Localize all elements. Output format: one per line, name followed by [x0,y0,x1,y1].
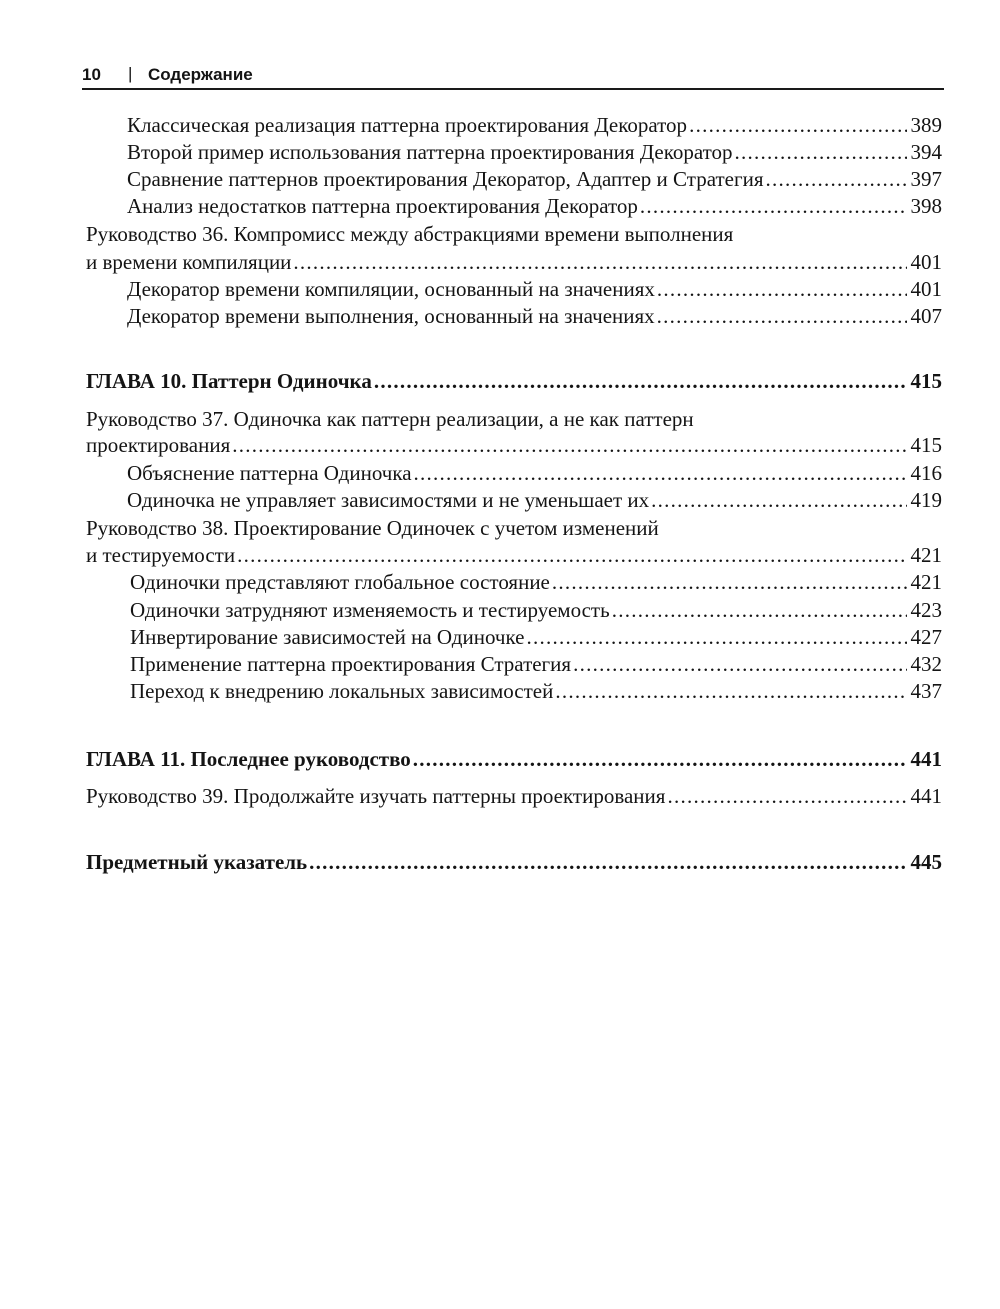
toc-entry-guide-39[interactable] [86,783,942,809]
toc-entry[interactable] [130,678,942,704]
toc-leader-dots [552,569,907,595]
toc-chapter-page: 415 [910,369,942,393]
toc-entry-page: 419 [910,488,942,512]
toc-entry-title: Классическая реализация паттерна проектирования Декоратор [127,113,688,137]
toc-entry[interactable] [127,193,942,219]
toc-entry-page: 415 [910,433,942,457]
toc-guide-38-title-line1[interactable]: Руководство 38. Проектирование Одиночек с учетом изменений [86,516,659,540]
toc-leader-dots [374,368,907,394]
toc-entry-title: и времени компиляции [86,250,292,274]
toc-entry-title: Декоратор времени компиляции, основанный на значениях [127,277,655,301]
toc-leader-dots [640,193,907,219]
toc-leader-dots [309,849,906,875]
toc-index-title: Предметный указатель [86,850,308,874]
toc-chapter-title: ГЛАВА 10. Паттерн Одиночка [86,369,372,393]
toc-entry-page: 437 [910,679,942,703]
toc-entry-guide-37[interactable] [86,432,942,458]
toc-entry-guide-36[interactable] [86,249,942,275]
toc-entry[interactable] [130,624,942,650]
toc-entry-title: Применение паттерна проектирования Стратегия [130,652,572,676]
toc-leader-dots [735,139,907,165]
toc-chapter-title: ГЛАВА 11. Последнее руководство [86,747,411,771]
toc-entry-title: и тестируемости [86,543,236,567]
toc-entry[interactable] [127,303,942,329]
toc-entry[interactable] [127,112,942,138]
toc-entry-page: 397 [910,167,942,191]
toc-leader-dots [612,597,907,623]
toc-leader-dots [573,651,906,677]
toc-entry[interactable] [130,569,942,595]
toc-entry-page: 416 [910,461,942,485]
header-separator: | [128,64,133,83]
toc-leader-dots [651,487,906,513]
toc-entry[interactable] [130,597,942,623]
toc-entry-title: Переход к внедрению локальных зависимостей [130,679,554,703]
toc-index[interactable] [86,849,942,875]
toc-entry-page: 427 [910,625,942,649]
toc-entry-page: 421 [910,543,942,567]
toc-entry-page: 389 [910,113,942,137]
toc-leader-dots [667,783,906,809]
toc-index-page: 445 [910,850,942,874]
toc-leader-dots [689,112,906,138]
toc-entry-title: Одиночки представляют глобальное состояние [130,570,550,594]
toc-entry-page: 407 [910,304,942,328]
toc-leader-dots [657,303,907,329]
toc-chapter-page: 441 [910,747,942,771]
toc-entry-guide-38[interactable] [86,542,942,568]
toc-entry[interactable] [127,276,942,302]
toc-entry[interactable] [127,460,942,486]
toc-entry-page: 398 [910,194,942,218]
toc-entry-title: Сравнение паттернов проектирования Декоратор, Адаптер и Стратегия [127,167,764,191]
toc-entry-title: Анализ недостатков паттерна проектирования Декоратор [127,194,638,218]
toc-entry-page: 401 [910,250,942,274]
header-section-title: Содержание [148,65,253,84]
toc-leader-dots [527,624,907,650]
toc-entry-title: Одиночка не управляет зависимостями и не уменьшает их [127,488,650,512]
toc-guide-37-title-line1[interactable]: Руководство 37. Одиночка как паттерн реализации, а не как паттерн [86,407,694,431]
toc-leader-dots [414,460,907,486]
toc-entry-page: 432 [910,652,942,676]
toc-entry-title: Одиночки затрудняют изменяемость и тестируемость [130,598,610,622]
toc-leader-dots [232,432,906,458]
toc-leader-dots [555,678,906,704]
toc-leader-dots [413,746,907,772]
toc-chapter-11[interactable] [86,746,942,772]
toc-entry-title: Руководство 39. Продолжайте изучать паттерны проектирования [86,784,666,808]
page-number: 10 [82,65,101,84]
toc-guide-36-title-line1[interactable]: Руководство 36. Компромисс между абстракциями времени выполнения [86,222,734,246]
toc-chapter-10[interactable] [86,368,942,394]
toc-entry-page: 421 [910,570,942,594]
toc-entry[interactable] [127,139,942,165]
toc-entry-title: проектирования [86,433,231,457]
toc-entry[interactable] [127,487,942,513]
toc-leader-dots [293,249,906,275]
toc-entry-title: Второй пример использования паттерна проектирования Декоратор [127,140,733,164]
toc-entry-page: 401 [910,277,942,301]
toc-entry-title: Декоратор времени выполнения, основанный на значениях [127,304,655,328]
toc-leader-dots [657,276,907,302]
toc-entry-title: Инвертирование зависимостей на Одиночке [130,625,525,649]
toc-entry-page: 441 [910,784,942,808]
toc-leader-dots [765,166,906,192]
toc-entry-page: 423 [910,598,942,622]
toc-entry-page: 394 [910,140,942,164]
toc-entry[interactable] [127,166,942,192]
toc-entry-title: Объяснение паттерна Одиночка [127,461,412,485]
toc-entry[interactable] [130,651,942,677]
toc-leader-dots [237,542,906,568]
running-header [82,62,944,90]
